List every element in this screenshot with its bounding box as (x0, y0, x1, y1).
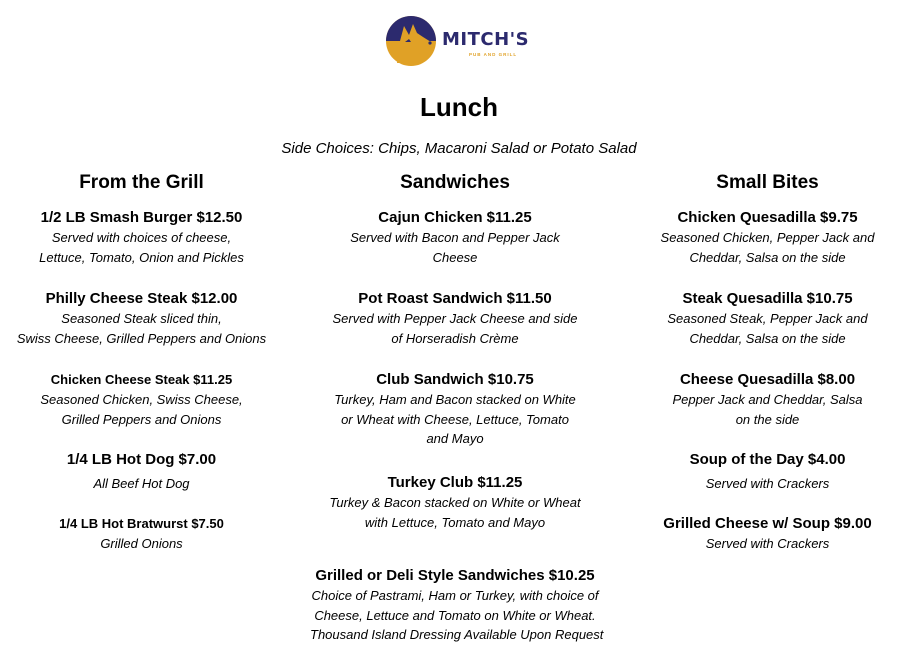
item-description (0, 534, 283, 554)
description-line: All Beef Hot Dog (93, 476, 190, 491)
description-line: Grilled Peppers and Onions (61, 411, 222, 427)
item-description (310, 228, 600, 267)
description-line: Turkey, Ham and Bacon stacked on White (334, 392, 576, 407)
menu-item (635, 208, 900, 267)
item-description (635, 228, 900, 267)
column-heading: Sandwiches (400, 172, 510, 193)
description-line: with Lettuce, Tomato and Mayo (364, 514, 546, 530)
side-choices: Side Choices: Chips, Macaroni Salad or Potato Salad (281, 140, 637, 157)
menu-item (635, 514, 900, 554)
description-line: Grilled Onions (100, 536, 183, 551)
description-line: and Mayo (426, 431, 484, 446)
description-line: of Horseradish Crème (391, 330, 519, 346)
menu-item (0, 370, 283, 429)
menu-item (310, 566, 604, 645)
item-name: 1/4 LB Hot Dog $7.00 (66, 451, 217, 468)
description-line: Cheese (432, 249, 478, 265)
item-name: 1/4 LB Hot Bratwurst $7.50 (59, 516, 224, 531)
logo (385, 15, 545, 69)
item-description (310, 390, 600, 449)
description-line: Swiss Cheese, Grilled Peppers and Onions (16, 330, 267, 346)
item-name: Chicken Cheese Steak $11.25 (50, 372, 233, 387)
item-name: 1/2 LB Smash Burger $12.50 (40, 209, 243, 226)
item-name: Cheese Quesadilla $8.00 (679, 371, 856, 388)
description-line: on the side (735, 411, 800, 427)
item-description (0, 390, 283, 429)
menu-item (0, 208, 283, 267)
description-line: Served with choices of cheese, (51, 230, 232, 245)
item-description (310, 586, 604, 645)
menu-item (0, 289, 283, 348)
description-line: or Wheat with Cheese, Lettuce, Tomato (341, 411, 569, 427)
menu-item (0, 514, 283, 554)
logo-name: MITCH'S (442, 29, 530, 50)
menu-item (310, 289, 600, 348)
menu-item (0, 450, 283, 494)
item-description (635, 534, 900, 554)
item-name: Club Sandwich $10.75 (376, 371, 534, 388)
description-line: Seasoned Chicken, Pepper Jack and (660, 230, 875, 245)
menu-item (635, 370, 900, 429)
column-heading: Small Bites (716, 172, 819, 193)
item-name: Grilled Cheese w/ Soup $9.00 (663, 515, 872, 532)
menu-item (310, 473, 600, 532)
description-line: Cheddar, Salsa on the side (689, 330, 846, 346)
item-description (0, 228, 283, 267)
description-line: Seasoned Steak, Pepper Jack and (667, 311, 868, 326)
item-description (635, 390, 900, 429)
item-name: Chicken Quesadilla $9.75 (677, 209, 858, 226)
description-line: Turkey & Bacon stacked on White or Wheat (329, 495, 581, 510)
description-line: Served with Crackers (705, 476, 830, 491)
description-line: Served with Bacon and Pepper Jack (350, 230, 560, 245)
menu-item (635, 289, 900, 348)
menu-item (310, 208, 600, 267)
description-line: Lettuce, Tomato, Onion and Pickles (39, 249, 244, 265)
description-line: Thousand Island Dressing Available Upon Request (310, 627, 604, 642)
page-title: Lunch (420, 92, 498, 122)
menu-item (635, 450, 900, 494)
item-description (635, 474, 900, 494)
dog-head-icon (385, 15, 437, 67)
item-name: Turkey Club $11.25 (387, 474, 523, 491)
description-line: Seasoned Chicken, Swiss Cheese, (40, 392, 243, 407)
item-description (310, 493, 600, 532)
item-name: Steak Quesadilla $10.75 (682, 290, 853, 307)
description-line: Cheese, Lettuce and Tomato on White or Wheat. (314, 607, 596, 623)
item-description (0, 309, 283, 348)
item-description (635, 309, 900, 348)
description-line: Pepper Jack and Cheddar, Salsa (672, 392, 863, 407)
column-heading: From the Grill (79, 172, 204, 193)
item-name: Cajun Chicken $11.25 (378, 209, 532, 226)
item-name: Pot Roast Sandwich $11.50 (358, 290, 552, 307)
description-line: Cheddar, Salsa on the side (689, 249, 846, 265)
item-description (310, 309, 600, 348)
item-name: Soup of the Day $4.00 (689, 451, 846, 468)
description-line: Served with Pepper Jack Cheese and side (332, 311, 578, 326)
item-description (0, 474, 283, 494)
menu-item (310, 370, 600, 449)
logo-tagline: PUB AND GRILL (469, 52, 518, 57)
description-line: Served with Crackers (705, 536, 830, 551)
item-name: Philly Cheese Steak $12.00 (45, 290, 238, 307)
description-line: Choice of Pastrami, Ham or Turkey, with choice of (311, 588, 599, 603)
item-name: Grilled or Deli Style Sandwiches $10.25 (315, 567, 595, 584)
description-line: Seasoned Steak sliced thin, (61, 311, 222, 326)
